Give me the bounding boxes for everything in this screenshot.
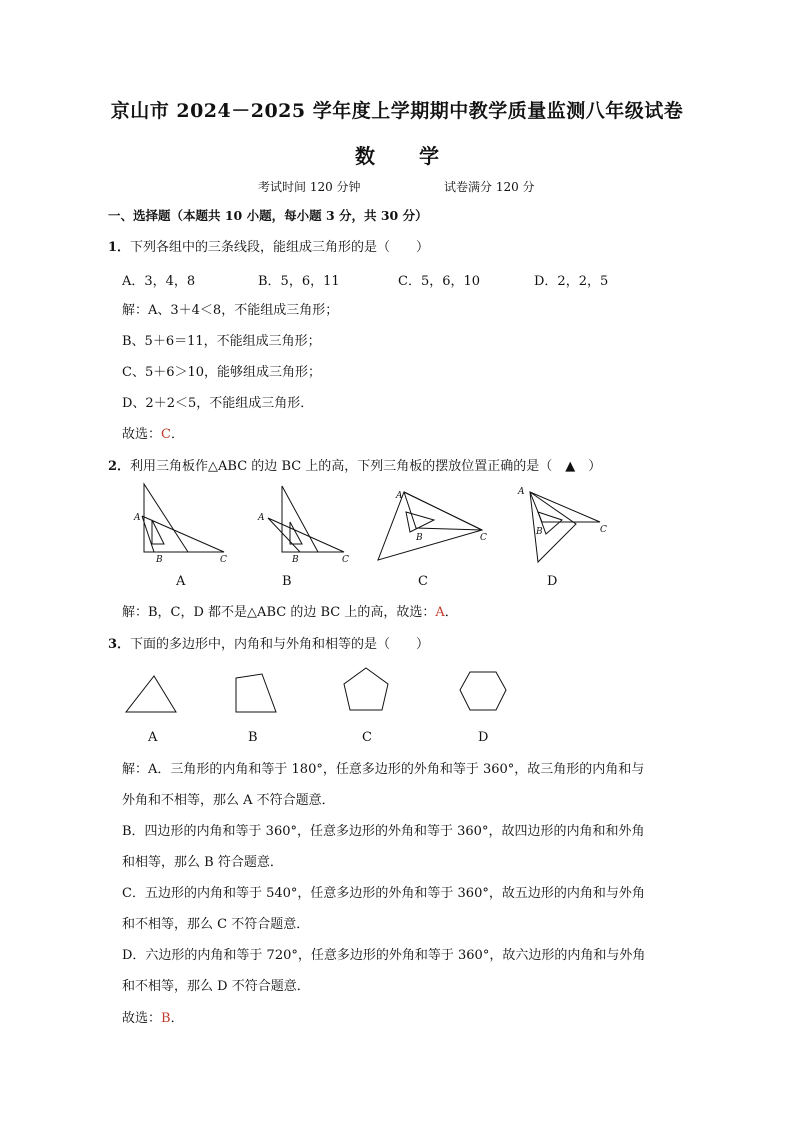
q3-answer <box>122 1010 184 1028</box>
q3-solution-line: 解：A．三角形的内角和等于 180°，任意多边形的外角和等于 360°，故三角形的内角和与 <box>122 762 645 777</box>
triangle-abc <box>404 492 482 530</box>
label-c: C <box>600 525 607 535</box>
subject-char-2: 学 <box>419 144 439 168</box>
label-a: A <box>518 487 525 497</box>
q2-caption-a: A <box>176 574 186 589</box>
q3-solution-line: B．四边形的内角和等于 360°，任意多边形的外角和等于 360°，故四边形的内角和和外角 <box>122 824 645 839</box>
question-number: 3． <box>108 637 131 652</box>
question-1 <box>108 239 429 257</box>
label-b: B <box>536 527 543 537</box>
q1-solution-line: 解：A、3＋4＜8，不能组成三角形； <box>122 303 339 318</box>
q1-option-a: A．3，4，8 <box>122 274 196 289</box>
answer-prefix: 故选： <box>122 427 162 442</box>
q2-figure-b <box>252 480 362 570</box>
q2-figure-d <box>508 482 618 566</box>
question-number: 1． <box>108 240 131 255</box>
q1-solution-line: B、5＋6＝11，不能组成三角形； <box>122 334 321 349</box>
label-b: B <box>416 533 423 543</box>
q1-solution-line: D、2＋2＜5，不能组成三角形． <box>122 396 314 411</box>
q2-caption-c: C <box>418 574 428 589</box>
triangle-abc <box>268 518 344 552</box>
q3-solution-line: 和相等，那么 B 符合题意． <box>122 855 283 870</box>
label-a: A <box>134 513 141 523</box>
answer-prefix: 故选： <box>122 1011 162 1026</box>
question-stem: 下列各组中的三条线段，能组成三角形的是（ ） <box>130 240 430 255</box>
q3-solution-line: 和不相等，那么 D 不符合题意． <box>122 979 310 994</box>
q2-figure-c <box>372 486 502 566</box>
q2-caption-b: B <box>282 574 292 589</box>
answer-suffix: ． <box>170 427 184 442</box>
q1-solution-line: C、5＋6＞10，能够组成三角形； <box>122 365 322 380</box>
label-a: A <box>258 513 265 523</box>
set-square-outline <box>378 492 482 560</box>
set-square-inner <box>406 512 434 532</box>
answer-suffix: ． <box>170 1011 184 1026</box>
q3-solution-line: D．六边形的内角和等于 720°，任意多边形的外角和等于 360°，故六边形的内角和与外角 <box>122 948 646 963</box>
q3-solution-line: C．五边形的内角和等于 540°，任意多边形的外角和等于 360°，故五边形的内角和与外角 <box>122 886 645 901</box>
q3-caption-c: C <box>362 730 372 745</box>
question-stem: 利用三角板作△ABC 的边 BC 上的高，下列三角板的摆放位置正确的是（ ▲ ） <box>130 459 602 474</box>
pentagon-shape <box>338 664 398 716</box>
q2-figure-a <box>128 480 238 570</box>
q1-answer <box>122 426 184 444</box>
hexagon-shape <box>454 666 514 716</box>
question-number: 2． <box>108 459 131 474</box>
label-c: C <box>342 555 349 565</box>
label-b: B <box>156 555 163 565</box>
q3-solution-line: 和不相等，那么 C 不符合题意． <box>122 917 310 932</box>
section-heading: 一、选择题（本题共 10 小题，每小题 3 分，共 30 分） <box>108 208 428 223</box>
answer-letter: B <box>161 1011 171 1026</box>
question-stem: 下面的多边形中，内角和与外角和相等的是（ ） <box>130 637 430 652</box>
question-3 <box>108 636 429 654</box>
set-square-inner <box>290 522 302 544</box>
exam-time: 考试时间 120 分钟 <box>258 180 361 194</box>
q3-caption-d: D <box>478 730 489 745</box>
q2-caption-d: D <box>547 574 558 589</box>
answer-suffix: ． <box>444 605 458 620</box>
triangle-abc <box>142 516 224 552</box>
q1-option-b: B．5，6，11 <box>258 274 340 289</box>
full-score: 试卷满分 120 分 <box>444 180 535 194</box>
q3-solution-line: 外角和不相等，那么 A 不符合题意． <box>122 793 335 808</box>
answer-letter: C <box>161 427 171 442</box>
solution-text: 解：B，C，D 都不是△ABC 的边 BC 上的高，故选： <box>122 605 436 620</box>
set-square-outline <box>282 486 318 552</box>
subject-char-1: 数 <box>355 144 375 168</box>
q2-solution <box>122 604 458 622</box>
label-c: C <box>480 533 487 543</box>
quadrilateral-shape <box>226 668 286 718</box>
question-2 <box>108 458 601 476</box>
triangle-abc <box>530 492 600 522</box>
set-square-inner <box>152 520 164 544</box>
page-title: 京山市 2024－2025 学年度上学期期中教学质量监测八年级试卷 <box>110 100 684 122</box>
label-c: C <box>220 555 227 565</box>
label-b: B <box>292 555 299 565</box>
triangle-shape <box>118 668 188 718</box>
q1-option-c: C．5，6，10 <box>398 274 481 289</box>
label-a: A <box>396 491 403 501</box>
subject-title <box>0 140 794 169</box>
q3-caption-b: B <box>248 730 258 745</box>
q1-option-d: D．2，2，5 <box>534 274 609 289</box>
q3-caption-a: A <box>148 730 158 745</box>
answer-letter: A <box>435 605 445 620</box>
